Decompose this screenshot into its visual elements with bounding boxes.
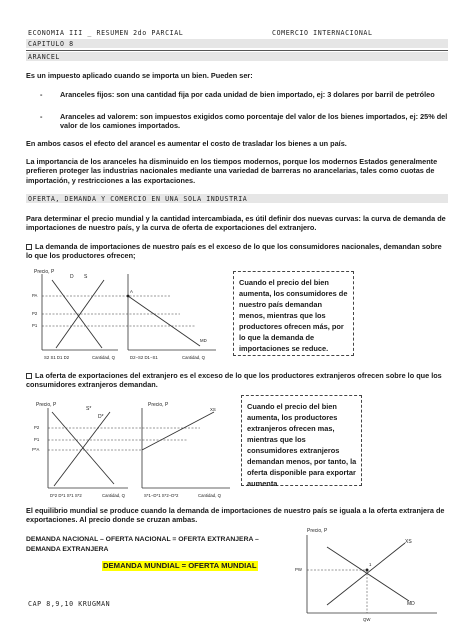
divider [26,50,448,51]
price-pa-label: P*A [32,447,40,452]
import-explanation-box: Cuando el precio del bien aumenta, los consumidores de nuestro país demandan menos, mientras que los productores ofrecen más, por lo que la demanda de importaciones se reduce. [233,271,354,356]
bullet-text: Aranceles ad valorem: son impuestos exigidos como porcentaje del valor de los bienes importados, ej: 25% del valor de los camiones importados. [60,112,448,131]
importance-paragraph: La importancia de los aranceles ha disminuido en los tiempos modernos, porque los modernos Estados generalmente prefieren proteger las industrias nacionales mediante una variedad de barreras no arancelarias, tales como cuotas de importación, y restricciones a las exportaciones. [26,157,438,185]
effect-paragraph: En ambos casos el efecto del arancel es aumentar el costo de trasladar los bienes a un país. [26,139,347,148]
bullet-dash: - [40,112,43,121]
xs-curve-label: XS [405,539,412,545]
export-explanation-box: Cuando el precio del bien aumenta, los productores extranjeros ofrecen mas, mientras que los consumidores extranjeros demandan menos, por tanto, la oferta disponible para exportar aumenta [241,395,362,486]
world-quantity-label: QW [363,617,371,622]
export-supply-figure [30,398,233,502]
footer-reference: CAP 8,9,10 KRUGMAN [28,600,111,608]
world-equilibrium-graph [287,523,445,625]
y-axis-label-right: Precio, P [148,402,169,408]
x-axis-label-right: Cantidad, Q [198,493,221,498]
y-axis-label: Precio, P [36,402,57,408]
supply-curve-label: S* [86,406,92,412]
import-demand-text: La demanda de importaciones de nuestro país es el exceso de lo que los consumidores nacionales, demandan sobre lo que los productores ofrecen; [26,242,442,261]
topic-label: ARANCEL [28,53,60,61]
point-a-label: A [130,289,133,294]
import-demand-graph [30,266,220,362]
equilibrium-paragraph: El equilibrio mundial se produce cuando la demanda de importaciones de nuestro país se iguala a la oferta extranjera de exportaciones. Al precio donde se cruzan ambas. [26,506,445,525]
supply-curve-label: S [84,274,88,280]
subject-header: ECONOMIA III _ RESUMEN 2do PARCIAL [28,29,184,37]
bullet-item [40,112,460,131]
demand-curve-label: D* [98,414,104,420]
topic-band [26,52,448,61]
equation-line-1: DEMANDA NACIONAL – OFERTA NACIONAL = OFERTA EXTRANJERA – [26,536,259,543]
quantity-ticks-right: S*1−D*1 S*2−D*2 [144,493,179,498]
equation-line-2: DEMANDA EXTRANJERA [26,546,109,553]
chapter-label: CAPITULO 8 [28,40,74,48]
export-supply-text: La oferta de exportaciones del extranjero es el exceso de lo que los productores extranjeros ofrecen sobre lo que los consumidores extranjeros demandan. [26,371,442,390]
quantity-ticks: D*2 D*1 S*1 S*2 [50,493,82,498]
y-axis-label: Precio, P [307,528,328,534]
price-pa-label: PA [32,293,38,298]
import-demand-definition [26,242,450,261]
equilibrium-point-label: 1 [369,562,372,567]
bullet-item [40,90,460,109]
bullet-dash: - [40,90,43,99]
quantity-ticks-right: D2−S2 D1−S1 [130,355,158,360]
quantity-ticks: S2 S1 D1 D2 [44,355,70,360]
world-price-label: PW [295,567,302,572]
y-axis-label: Precio, P [34,269,55,275]
x-axis-label: Cantidad, Q [102,493,125,498]
price-p1-label: P1 [34,437,40,442]
bullet-text: Aranceles fijos: son una cantidad fija por cada unidad de bien importado, ej: 3 dolares por barril de petróleo [60,90,435,99]
md-curve-label: MD [200,338,207,343]
world-equilibrium-figure [287,523,445,625]
checkbox-icon [26,244,32,250]
import-demand-figure [30,266,220,362]
checkbox-icon [26,373,32,379]
export-supply-graph [30,398,233,502]
xs-curve-label: XS [210,407,216,412]
course-title: COMERCIO INTERNACIONAL [272,29,373,37]
price-p1-label: P1 [32,323,38,328]
chapter-band [26,39,448,48]
subheading: OFERTA, DEMANDA Y COMERCIO EN UNA SOLA INDUSTRIA [28,195,248,203]
demand-curve-label: D [70,274,74,280]
x-axis-label: Cantidad, Q [92,355,115,360]
intro-text: Es un impuesto aplicado cuando se importa un bien. Pueden ser: [26,71,253,80]
price-p2-label: P2 [32,311,38,316]
curves-paragraph: Para determinar el precio mundial y la cantidad intercambiada, es útil definir dos nuevas curvas: la curva de demanda de importaciones de nuestro país, y la curva de oferta de exportaciones del extranjero. [26,214,446,233]
price-p2-label: P2 [34,425,40,430]
world-equilibrium-highlight: DEMANDA MUNDIAL = OFERTA MUNDIAL [103,561,257,570]
md-curve-label: MD [407,601,415,607]
x-axis-label-right: Cantidad, Q [182,355,205,360]
export-supply-definition [26,371,450,390]
